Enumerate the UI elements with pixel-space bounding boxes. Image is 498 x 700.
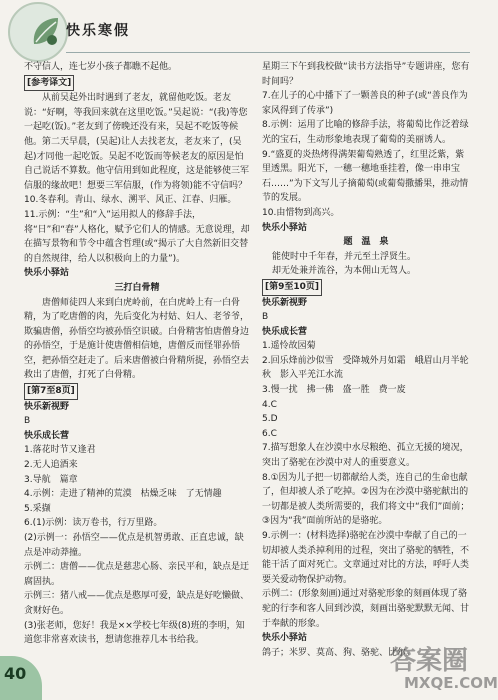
left-paragraph: 3.导航 篇章 [24, 474, 78, 485]
left-paragraph: 1.落花时节又逢君 [24, 445, 96, 456]
left-paragraph: 快乐小驿站 [24, 268, 70, 279]
right-paragraph: 7.在儿子的心中播下了一颗善良的种子(或“善良作为家风得到了传承”) [262, 91, 468, 116]
left-paragraph: (3)张老师，您好！我是××学校七年级(8)班的李明，知道您非常喜欢读书，想请您推荐几本书给我。 [24, 620, 245, 646]
right-paragraph: 8.①因为儿子把一切都献给人类，连自己的生命也献了，但却被人杀了吃掉。②因为在沙漠中骆驼献出的一切都是被人类所需要的，我们将文中“我们”面前；③因为“我”面前所站的是骆驼。 [262, 472, 470, 527]
brand-title: 快乐寒假 [66, 23, 130, 39]
right-paragraph: 1.遥怜故园菊 [262, 341, 316, 352]
left-paragraph: 6.(1)示例：读万卷书，行万里路。 [24, 518, 163, 529]
right-paragraph: 快乐小驿站 [262, 633, 308, 644]
left-paragraph: 示例三：猪八戒——优点是憨厚可爱，缺点是好吃懒做、贪财好色。 [24, 591, 250, 616]
right-paragraph [262, 279, 470, 296]
right-paragraph: 鸽子；米罗、莫高、狗、骆驼、比尔。 [262, 647, 416, 658]
left-paragraph [24, 383, 250, 400]
left-paragraph: 不守信人，连七岁小孩子都瞧不起他。 [24, 62, 178, 72]
left-paragraph: 10.冬春利。青山、绿水、溯平、风正、江春、归雁。 [24, 195, 237, 206]
right-paragraph: 9.“盛夏的炎热烤得满架葡萄熟透了，红里泛紫，紫里透黑。阳光下，一穗一穗地垂挂着，像一串串宝石……”为下文写儿子摘葡萄(或葡萄撒播果，推动情节的发展。 [262, 149, 469, 204]
right-paragraph: 10.由惜物到高兴。 [262, 207, 340, 218]
section-label-box: [参考译文] [24, 75, 74, 92]
watermark-bottom-text: MXQE.COM [404, 674, 498, 692]
right-paragraph: 快乐成长营 [262, 326, 308, 337]
watermark-top-text: 答案圈 [390, 646, 469, 676]
left-column [24, 60, 250, 648]
right-paragraph: 能使时中千年春，并元至土浮贤生。 [272, 251, 417, 262]
page-number-tab [0, 656, 42, 700]
left-paragraph: 三打白骨精 [114, 282, 160, 293]
right-paragraph: 9.示例一：(材料选择)骆驼在沙漠中奉献了自己的一切却被人类杀掉利用的过程，突出了骆驼的牺牲，不能干活了面对死亡。文章通过对比的方法，呼吁人类要关爱动物保护动物。 [262, 531, 470, 585]
page-number: 40 [4, 664, 27, 683]
right-paragraph: 快乐小驿站 [262, 222, 308, 233]
left-paragraph: 快乐成长营 [24, 430, 70, 441]
right-paragraph: 示例二：(形象刻画)通过对骆驼形象的刻画体现了骆驼的行李和客人回到沙漠，刻画出骆驼默默无闻、甘于奉献的形象。 [262, 589, 470, 629]
left-paragraph: 4.示例：走进了精神的荒漠 枯燥乏味 了无情趣 [24, 489, 222, 500]
right-paragraph: 6.C [262, 428, 277, 439]
right-paragraph: 快乐新视野 [262, 297, 308, 308]
right-paragraph: 2.回乐烽前沙似雪 受降城外月如霜 峨眉山月半轮秋 影入平羌江水流 [262, 355, 469, 381]
logo-badge [8, 2, 68, 62]
left-paragraph: 唐僧师徒四人来到白虎岭前，在白虎岭上有一白骨精，为了吃唐僧的肉，先后变化为村姑、妇人、老爷爷，欺骗唐僧，孙悟空均被孙悟空识破。白骨精害怕唐僧身边的孙悟空，于是施计使唐僧相信她，唐僧反而怪罪孙悟空，把孙悟空赶走了。后来唐僧被白骨精所捉，孙悟空去救出了唐僧，打死了白骨精。 [24, 297, 250, 381]
right-paragraph: 7.描写想象人在沙漠中水尽粮绝、孤立无援的境况，突出了骆驼在沙漠中对人的重要意义。 [262, 443, 469, 469]
right-paragraph: 3.慢一扰 拂一佛 盛一胜 费一废 [262, 385, 406, 396]
left-paragraph: 示例二：唐僧——优点是慈悲心肠、亲民平和，缺点是迂腐固执。 [24, 562, 250, 587]
right-paragraph: 4.C [262, 399, 277, 410]
left-paragraph: 5.采撷 [24, 503, 51, 514]
right-paragraph: 题 温 泉 [343, 237, 389, 248]
right-paragraph: B [262, 312, 269, 323]
right-paragraph: 5.D [262, 414, 278, 425]
left-paragraph: B [24, 416, 31, 427]
bird-leaf-icon [28, 14, 64, 52]
left-paragraph: 从前吴起外出时遇到了老友，就留他吃饭。老友说：“好啊，等我回来就在这里吃饭。”吴起说：“(我)等您一起吃(饭)。”老友到了傍晚还没有来，吴起不吃饭等候他。第二天早晨，(吴起)让人去找老友，老友来了，(吴起)才同他一起吃饭。吴起不吃饭而等候老友的原因是怕自己说话不算数。他守信用到如此程度，这是能够使三军信服的缘故吧！想要三军信服，(作为将领)能不守信吗？ [24, 93, 250, 191]
right-paragraph: 8.示例：运用了比喻的修辞手法，将葡萄比作泛着绿光的宝石，生动形象地表现了葡萄的美丽诱人。 [262, 120, 469, 145]
watermark-logo [390, 640, 498, 700]
left-paragraph [24, 75, 250, 92]
left-paragraph: 快乐新视野 [24, 401, 70, 412]
page-header [0, 0, 482, 60]
left-paragraph: 11.示例：“生”和“入”运用拟人的修辞手法，将“日”和“春”人格化，赋予它们人的情感。无意说理，却在描写景物和节令中蕴含哲理(或“揭示了大自然新旧交替的自然规律，给人以积极向上的力量”)。 [24, 209, 250, 264]
right-paragraph: 却无处兼并流谷，为本佣山无驾人。 [272, 266, 417, 277]
header-rule [66, 52, 470, 53]
right-column [262, 60, 470, 660]
section-label-box: [第7至8页] [24, 383, 78, 400]
left-paragraph: (2)示例一：孙悟空——优点是机智勇敢、正直忠诚，缺点是冲动莽撞。 [24, 533, 244, 558]
section-label-box: [第9至10页] [262, 279, 322, 296]
right-paragraph: 星期三下午到我校做“读书方法指导”专题讲座，您有时间吗？ [262, 62, 470, 87]
left-paragraph: 2.无人追酒来 [24, 460, 78, 471]
